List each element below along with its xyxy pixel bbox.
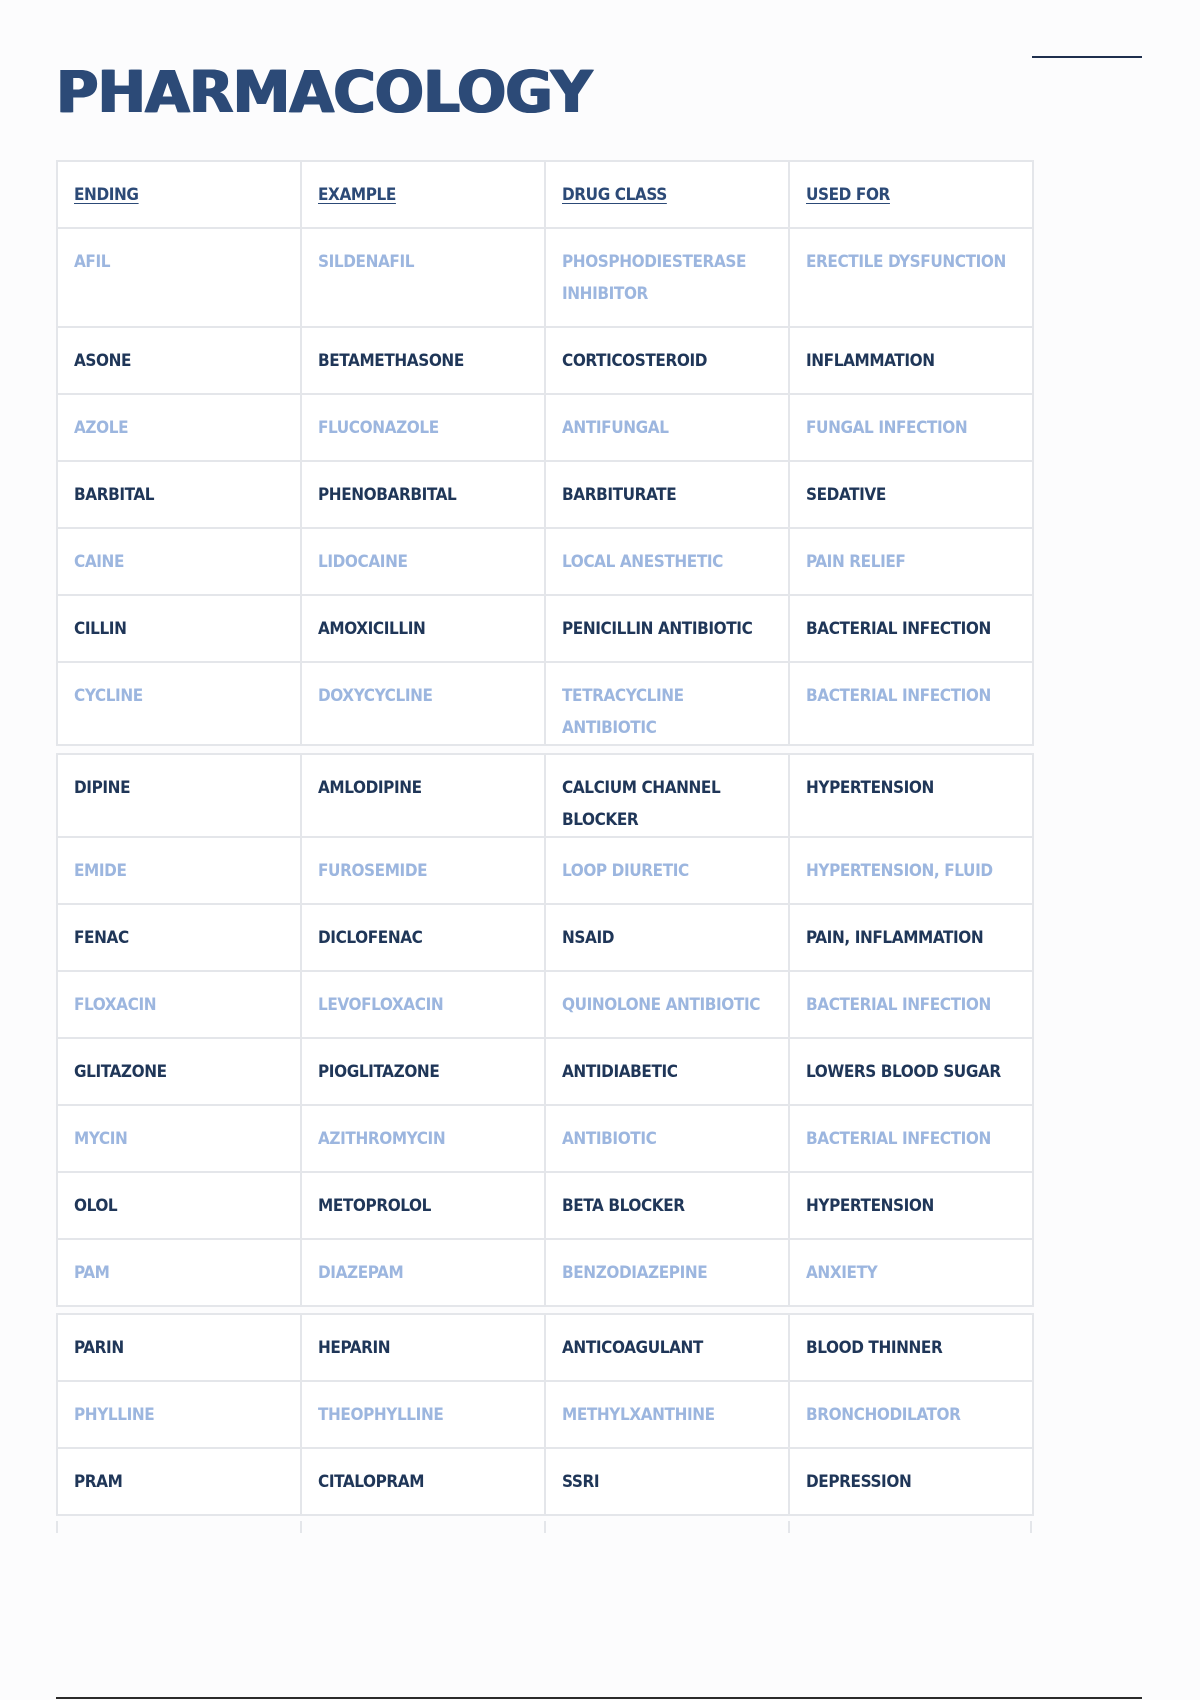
table-row bbox=[57, 662, 1033, 745]
table-row bbox=[57, 1448, 1033, 1515]
cell-drug-class: CORTICOSTEROID bbox=[545, 327, 789, 394]
cell-used-for: PAIN RELIEF bbox=[789, 528, 1033, 595]
table-row bbox=[57, 461, 1033, 528]
header-drug-class: DRUG CLASS bbox=[545, 161, 789, 228]
header-used-for: USED FOR bbox=[789, 161, 1033, 228]
cell-used-for: PAIN, INFLAMMATION bbox=[789, 904, 1033, 971]
cell-ending: MYCIN bbox=[57, 1105, 301, 1172]
table-row bbox=[57, 595, 1033, 662]
table-header-row bbox=[57, 161, 1033, 228]
table-row bbox=[57, 1105, 1033, 1172]
cell-drug-class: ANTIFUNGAL bbox=[545, 394, 789, 461]
table-row bbox=[57, 394, 1033, 461]
cell-example: HEPARIN bbox=[301, 1314, 545, 1381]
cell-drug-class: PHOSPHODIESTERASE INHIBITOR bbox=[545, 228, 789, 327]
cell-example: FUROSEMIDE bbox=[301, 837, 545, 904]
cell-drug-class: CALCIUM CHANNEL BLOCKER bbox=[545, 754, 789, 837]
cell-ending: PHYLLINE bbox=[57, 1381, 301, 1448]
drug-table-1 bbox=[56, 160, 1034, 746]
cell-drug-class: SSRI bbox=[545, 1448, 789, 1515]
cell-drug-class: QUINOLONE ANTIBIOTIC bbox=[545, 971, 789, 1038]
table-row bbox=[57, 837, 1033, 904]
cell-example: AMLODIPINE bbox=[301, 754, 545, 837]
cell-used-for: HYPERTENSION bbox=[789, 1172, 1033, 1239]
cell-example: METOPROLOL bbox=[301, 1172, 545, 1239]
cell-used-for: LOWERS BLOOD SUGAR bbox=[789, 1038, 1033, 1105]
cell-ending: CAINE bbox=[57, 528, 301, 595]
bottom-rule bbox=[56, 1697, 1142, 1699]
cell-ending: CYCLINE bbox=[57, 662, 301, 745]
table-row bbox=[57, 1381, 1033, 1448]
cell-drug-class: BARBITURATE bbox=[545, 461, 789, 528]
cell-ending: PARIN bbox=[57, 1314, 301, 1381]
cell-example: FLUCONAZOLE bbox=[301, 394, 545, 461]
cell-ending: ASONE bbox=[57, 327, 301, 394]
cell-used-for: FUNGAL INFECTION bbox=[789, 394, 1033, 461]
cell-ending: OLOL bbox=[57, 1172, 301, 1239]
cell-ending: DIPINE bbox=[57, 754, 301, 837]
cell-drug-class: PENICILLIN ANTIBIOTIC bbox=[545, 595, 789, 662]
cell-example: AMOXICILLIN bbox=[301, 595, 545, 662]
cell-ending: GLITAZONE bbox=[57, 1038, 301, 1105]
cell-example: THEOPHYLLINE bbox=[301, 1381, 545, 1448]
cell-used-for: ANXIETY bbox=[789, 1239, 1033, 1306]
cell-ending: PRAM bbox=[57, 1448, 301, 1515]
table-row bbox=[57, 528, 1033, 595]
cell-used-for: DEPRESSION bbox=[789, 1448, 1033, 1515]
cell-example: DICLOFENAC bbox=[301, 904, 545, 971]
cell-drug-class: ANTIDIABETIC bbox=[545, 1038, 789, 1105]
header-example: EXAMPLE bbox=[301, 161, 545, 228]
table-row bbox=[57, 1314, 1033, 1381]
cell-ending: EMIDE bbox=[57, 837, 301, 904]
cell-drug-class: TETRACYCLINE ANTIBIOTIC bbox=[545, 662, 789, 745]
cell-used-for: SEDATIVE bbox=[789, 461, 1033, 528]
cell-used-for: INFLAMMATION bbox=[789, 327, 1033, 394]
cell-drug-class: ANTIBIOTIC bbox=[545, 1105, 789, 1172]
table-row bbox=[57, 1038, 1033, 1105]
table-row bbox=[57, 904, 1033, 971]
cell-ending: BARBITAL bbox=[57, 461, 301, 528]
cell-used-for: BRONCHODILATOR bbox=[789, 1381, 1033, 1448]
cell-ending: CILLIN bbox=[57, 595, 301, 662]
cell-example: BETAMETHASONE bbox=[301, 327, 545, 394]
cell-drug-class: LOCAL ANESTHETIC bbox=[545, 528, 789, 595]
cell-drug-class: METHYLXANTHINE bbox=[545, 1381, 789, 1448]
cell-example: SILDENAFIL bbox=[301, 228, 545, 327]
cell-example: DIAZEPAM bbox=[301, 1239, 545, 1306]
table-row bbox=[57, 1239, 1033, 1306]
cell-used-for: ERECTILE DYSFUNCTION bbox=[789, 228, 1033, 327]
top-rule bbox=[1032, 56, 1142, 58]
table-row bbox=[57, 754, 1033, 837]
cell-drug-class: ANTICOAGULANT bbox=[545, 1314, 789, 1381]
table-row bbox=[57, 228, 1033, 327]
cell-drug-class: NSAID bbox=[545, 904, 789, 971]
table-continuation-stub bbox=[56, 1521, 1032, 1533]
table-row bbox=[57, 327, 1033, 394]
cell-example: PIOGLITAZONE bbox=[301, 1038, 545, 1105]
cell-drug-class: LOOP DIURETIC bbox=[545, 837, 789, 904]
cell-example: PHENOBARBITAL bbox=[301, 461, 545, 528]
cell-ending: FENAC bbox=[57, 904, 301, 971]
cell-example: LEVOFLOXACIN bbox=[301, 971, 545, 1038]
cell-example: CITALOPRAM bbox=[301, 1448, 545, 1515]
cell-used-for: HYPERTENSION, FLUID bbox=[789, 837, 1033, 904]
drug-table-3 bbox=[56, 1313, 1034, 1516]
cell-ending: AFIL bbox=[57, 228, 301, 327]
cell-used-for: BACTERIAL INFECTION bbox=[789, 971, 1033, 1038]
cell-ending: PAM bbox=[57, 1239, 301, 1306]
drug-table-2 bbox=[56, 753, 1034, 1307]
cell-used-for: BLOOD THINNER bbox=[789, 1314, 1033, 1381]
cell-used-for: HYPERTENSION bbox=[789, 754, 1033, 837]
cell-used-for: BACTERIAL INFECTION bbox=[789, 595, 1033, 662]
cell-example: AZITHROMYCIN bbox=[301, 1105, 545, 1172]
cell-ending: FLOXACIN bbox=[57, 971, 301, 1038]
page-title: PHARMACOLOGY bbox=[56, 58, 592, 126]
cell-used-for: BACTERIAL INFECTION bbox=[789, 1105, 1033, 1172]
header-ending: ENDING bbox=[57, 161, 301, 228]
cell-example: LIDOCAINE bbox=[301, 528, 545, 595]
cell-drug-class: BETA BLOCKER bbox=[545, 1172, 789, 1239]
cell-drug-class: BENZODIAZEPINE bbox=[545, 1239, 789, 1306]
table-row bbox=[57, 1172, 1033, 1239]
cell-example: DOXYCYCLINE bbox=[301, 662, 545, 745]
table-row bbox=[57, 971, 1033, 1038]
cell-ending: AZOLE bbox=[57, 394, 301, 461]
cell-used-for: BACTERIAL INFECTION bbox=[789, 662, 1033, 745]
